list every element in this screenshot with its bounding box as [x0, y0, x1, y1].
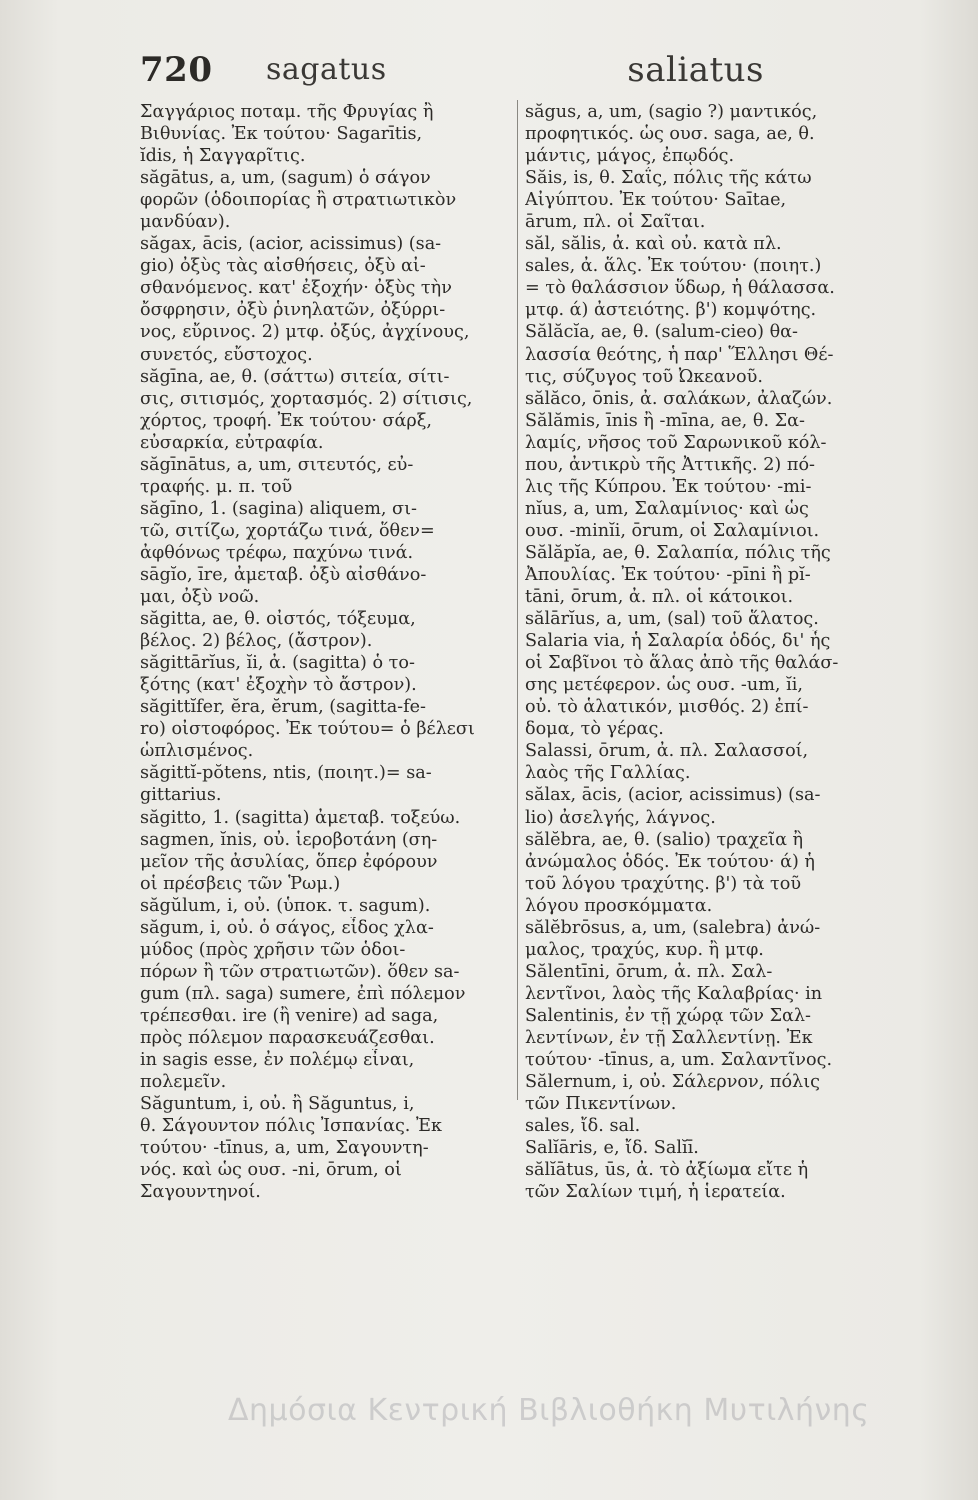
entry-line: βέλος. 2) βέλος, (ἄστρον).	[140, 631, 373, 652]
entry-line: ουσ. -minĭi, ōrum, οἱ Σαλαμίνιοι.	[525, 520, 820, 541]
entry-line: λαμίς, νῆσος τοῦ Σαρωνικοῦ κόλ-	[525, 432, 827, 453]
entry-line: sales, ἴδ. sal.	[525, 1116, 641, 1137]
entry-line: πρὸς πόλεμον παρασκευάζεσθαι.	[140, 1027, 435, 1048]
entry-line: χόρτος, τροφή. Ἐκ τούτου· σάρξ,	[140, 410, 433, 431]
entry-line: σις, σιτισμός, χορτασμός. 2) σίτισις,	[140, 388, 473, 409]
entry-line: φορῶν (ὁδοιπορίας ἢ στρατιωτικὸν	[140, 190, 457, 211]
entry-line: τούτου· -tīnus, a, um, Σαγουντη-	[140, 1138, 429, 1159]
entry-line: săgitta, ae, θ. οἰστός, τόξευμα,	[140, 609, 416, 630]
entry-line: săgīna, ae, θ. (σάττω) σιτεία, σίτι-	[140, 366, 450, 387]
entry-line: πόρων ἢ τῶν στρατιωτῶν). ὅθεν sa-	[140, 961, 460, 982]
entry-line: τρέπεσθαι. ire (ἢ venire) ad saga,	[140, 1005, 439, 1026]
entry-line: τούτου· -tīnus, a, um. Σαλαντῖνος.	[525, 1050, 833, 1071]
entry-line: Salentinis, ἐν τῇ χώρᾳ τῶν Σαλ-	[525, 1005, 811, 1026]
entry-line: λόγου προσκόμματα.	[525, 895, 713, 916]
right-column	[525, 101, 930, 1203]
entry-line: sagmen, ĭnis, οὐ. ἱεροβοτάνη (ση-	[140, 829, 438, 850]
entry-line: ĭdis, ἡ Σαγγαρῖτις.	[140, 146, 306, 167]
entry-line: săgittārĭus, ĭi, ἀ. (sagitta) ὁ το-	[140, 653, 415, 674]
entry-line: sălĕbrōsus, a, um, (salebra) ἀνώ-	[525, 917, 821, 938]
entry-line: Ἀπουλίας. Ἐκ τούτου· -pīni ἢ pĭ-	[525, 564, 811, 585]
entry-line: που, ἀντικρὺ τῆς Ἀττικῆς. 2) πό-	[525, 454, 815, 475]
entry-line: μύδος (πρὸς χρῆσιν τῶν ὁδοι-	[140, 939, 406, 960]
library-watermark: Δημόσια Κεντρική Βιβλιοθήκη Μυτιλήνης	[228, 1393, 870, 1428]
entry-line: λασσία θεότης, ἡ παρ' Ἕλλησι Θέ-	[525, 344, 834, 365]
entry-line: sāgĭo, īre, ἀμεταβ. ὀξὺ αἰσθάνο-	[140, 564, 427, 585]
entry-line: νός. καὶ ὡς ουσ. -ni, ōrum, οἱ	[140, 1160, 402, 1181]
left-guide-word: sagatus	[266, 52, 387, 87]
entry-line: Săis, is, θ. Σαΐς, πόλις τῆς κάτω	[525, 168, 812, 189]
entry-line: ὡπλισμένος.	[140, 741, 254, 762]
entry-line: sălārĭus, a, um, (sal) τοῦ ἅλατος.	[525, 609, 819, 630]
entry-line: Βιθυνίας. Ἐκ τούτου· Sagarītis,	[140, 124, 423, 145]
entry-line: săgīnātus, a, um, σιτευτός, εὐ-	[140, 454, 414, 475]
entry-line: săgīno, 1. (sagina) aliquem, σι-	[140, 498, 417, 519]
entry-line: προφητικός. ὡς ουσ. saga, ae, θ.	[525, 124, 815, 145]
right-guide-word: saliatus	[627, 50, 764, 90]
left-column	[140, 101, 515, 1203]
entry-line: εὐσαρκία, εὐτραφία.	[140, 432, 324, 453]
entry-line: πολεμεῖν.	[140, 1072, 227, 1093]
entry-line: μτφ. ά) ἀστειότης. β') κομψότης.	[525, 300, 817, 321]
entry-line: sălăco, ōnis, ἀ. σαλάκων, ἀλαζών.	[525, 388, 833, 409]
entry-line: μάντις, μάγος, ἐπῳδός.	[525, 146, 735, 167]
entry-line: ὄσφρησιν, ὀξὺ ῥινηλατῶν, ὀξύρρι-	[140, 300, 446, 321]
entry-line: Sălămis, īnis ἢ -mīna, ae, θ. Σα-	[525, 410, 805, 431]
entry-line: sălax, ācis, (acior, acissimus) (sa-	[525, 785, 821, 806]
entry-line: săgātus, a, um, (sagum) ὁ σάγον	[140, 168, 431, 189]
entry-line: in sagis esse, ἐν πολέμῳ εἶναι,	[140, 1050, 415, 1071]
entry-line: τῶν Σαλίων τιμή, ἡ ἱερατεία.	[525, 1182, 786, 1203]
entry-line: Salassi, ōrum, ἀ. πλ. Σαλασσοί,	[525, 741, 809, 762]
entry-line: οὐ. τὸ ἁλατικόν, μισθός. 2) ἐπί-	[525, 697, 809, 718]
entry-line: οἱ πρέσβεις τῶν Ῥωμ.)	[140, 873, 341, 894]
entry-line: gum (πλ. saga) sumere, ἐπὶ πόλεμον	[140, 983, 466, 1004]
entry-line: săl, sălis, ἀ. καὶ οὐ. κατὰ πλ.	[525, 234, 782, 255]
entry-line: θ. Σάγουντον πόλις Ἰσπανίας. Ἐκ	[140, 1116, 442, 1137]
entry-line: σθανόμενος. κατ' ἐξοχήν· ὀξὺς τὴν	[140, 278, 452, 299]
entry-line: gittarius.	[140, 785, 222, 806]
entry-line: săgum, i, οὐ. ὁ σάγος, εἶδος χλα-	[140, 917, 434, 938]
entry-line: săgax, ācis, (acior, acissimus) (sa-	[140, 234, 442, 255]
entry-line: săgŭlum, i, οὐ. (ὑποκ. τ. sagum).	[140, 895, 431, 916]
entry-line: λαὸς τῆς Γαλλίας.	[525, 763, 691, 784]
entry-line: μαι, ὀξὺ νοῶ.	[140, 587, 260, 608]
entry-line: Sălernum, i, οὐ. Σάλερνον, πόλις	[525, 1072, 820, 1093]
entry-line: λεντῖνοι, λαὸς τῆς Καλαβρίας· in	[525, 983, 823, 1004]
entry-line: ἀνώμαλος ὁδός. Ἐκ τούτου· ά) ἡ	[525, 851, 815, 872]
entry-line: sales, ἀ. ἅλς. Ἐκ τούτου· (ποιητ.)	[525, 256, 822, 277]
entry-line: sălĭātus, ūs, ἀ. τὸ ἀξίωμα εἴτε ἡ	[525, 1160, 809, 1181]
entry-line: τραφής. μ. π. τοῦ	[140, 476, 293, 497]
entry-line: Sălăpĭa, ae, θ. Σαλαπία, πόλις τῆς	[525, 542, 831, 563]
entry-line: săgus, a, um, (sagio ?) μαντικός,	[525, 102, 818, 122]
entry-line: τῶν Πικεντίνων.	[525, 1094, 677, 1115]
entry-line: tāni, ōrum, ἀ. πλ. οἱ κάτοικοι.	[525, 587, 794, 608]
entry-line: Salĭāris, e, ἴδ. Salĭī.	[525, 1138, 699, 1159]
entry-line: ἀφθόνως τρέφω, παχύνω τινά.	[140, 542, 414, 563]
entry-line: Αἰγύπτου. Ἐκ τούτου· Saītae,	[525, 190, 787, 211]
entry-line: Σαγουντηνοί.	[140, 1182, 261, 1203]
entry-line: lio) ἀσελγής, λάγνος.	[525, 807, 716, 828]
page-number: 720	[140, 50, 213, 90]
entry-line: σης μετέφερον. ὡς ουσ. -um, ĭi,	[525, 675, 803, 696]
entry-line: νος, εὔρινος. 2) μτφ. ὀξύς, ἀγχίνους,	[140, 322, 470, 343]
entry-line: τοῦ λόγου τραχύτης. β') τὰ τοῦ	[525, 873, 802, 894]
entry-line: μεῖον τῆς ἀσυλίας, ὅπερ ἐφόρουν	[140, 851, 438, 872]
entry-line: ξότης (κατ' ἐξοχὴν τὸ ἄστρον).	[140, 675, 417, 696]
entry-line: οἱ Σαβῖνοι τὸ ἅλας ἀπὸ τῆς θαλάσ-	[525, 653, 839, 674]
entry-line: λεντίνων, ἐν τῇ Σαλλεντίνῃ. Ἐκ	[525, 1027, 813, 1048]
entry-line: δομα, τὸ γέρας.	[525, 719, 664, 740]
entry-line: Săguntum, i, οὐ. ἢ Săguntus, i,	[140, 1094, 415, 1115]
entry-line: săgitto, 1. (sagitta) ἀμεταβ. τοξεύω.	[140, 807, 461, 828]
page-header	[140, 50, 770, 100]
entry-line: săgittĭ-pŏtens, ntis, (ποιητ.)= sa-	[140, 763, 432, 784]
entry-line: săgittĭfer, ĕra, ĕrum, (sagitta-fe-	[140, 697, 426, 718]
entry-line: ro) οἰστοφόρος. Ἐκ τούτου= ὁ βέλεσι	[140, 719, 475, 740]
entry-line: Sălentīni, ōrum, ἀ. πλ. Σαλ-	[525, 961, 773, 982]
entry-line: μανδύαν).	[140, 212, 231, 233]
entry-line: gio) ὀξὺς τὰς αἰσθήσεις, ὀξὺ αἰ-	[140, 256, 426, 277]
entry-line: sălĕbra, ae, θ. (salio) τραχεῖα ἢ	[525, 829, 804, 850]
entry-line: Salaria via, ἡ Σαλαρία ὁδός, δι' ἧς	[525, 631, 831, 652]
entry-line: nĭus, a, um, Σαλαμίνιος· καὶ ὡς	[525, 498, 809, 519]
entry-line: ārum, πλ. οἱ Σαῖται.	[525, 212, 706, 233]
entry-line: μαλος, τραχύς, κυρ. ἢ μτφ.	[525, 939, 764, 960]
entry-line: τις, σύζυγος τοῦ Ὠκεανοῦ.	[525, 366, 763, 387]
entry-line: = τὸ θαλάσσιον ὕδωρ, ἡ θάλασσα.	[525, 278, 835, 299]
entry-line: τῶ, σιτίζω, χορτάζω τινά, ὅθεν=	[140, 520, 435, 541]
entry-line: συνετός, εὔστοχος.	[140, 344, 313, 365]
column-divider	[517, 100, 518, 1100]
entry-line: λις τῆς Κύπρου. Ἐκ τούτου· -mi-	[525, 476, 812, 497]
entry-line: Sălăcĭa, ae, θ. (salum-cieo) θα-	[525, 322, 799, 343]
entry-line: Σαγγάριος ποταμ. τῆς Φρυγίας ἢ	[140, 102, 434, 122]
